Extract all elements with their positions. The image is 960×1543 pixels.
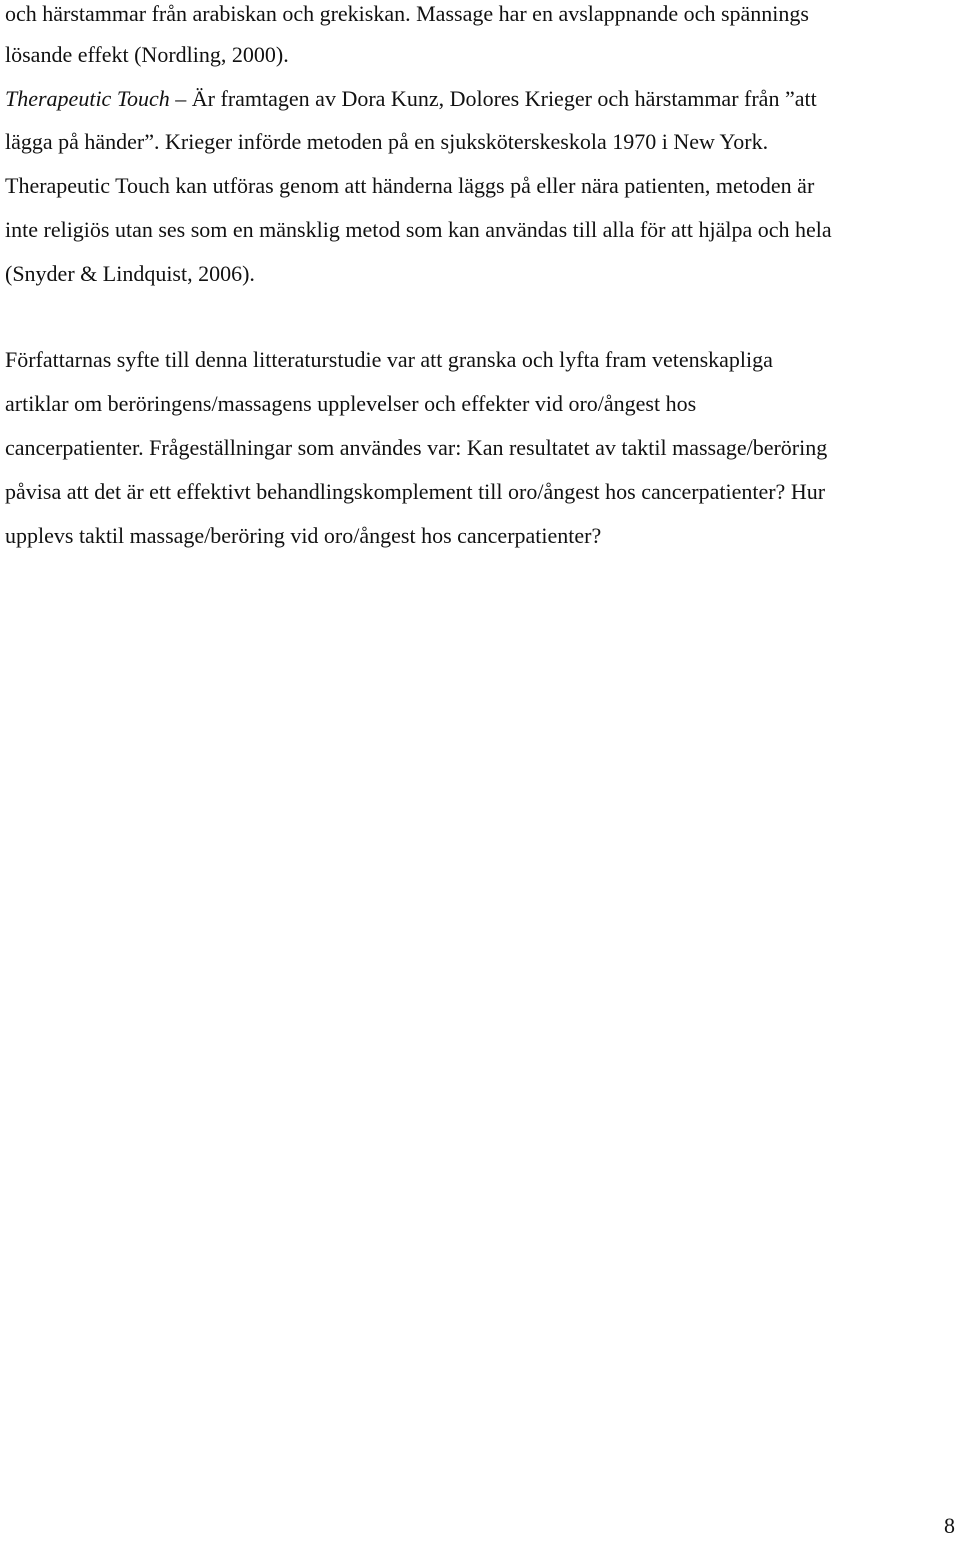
text-line: Therapeutic Touch kan utföras genom att händerna läggs på eller nära patienten, metoden är	[5, 173, 815, 198]
text-line: upplevs taktil massage/beröring vid oro/ångest hos cancerpatienter?	[5, 523, 602, 548]
text-line: (Snyder & Lindquist, 2006).	[5, 261, 255, 286]
text-line: artiklar om beröringens/massagens upplevelser och effekter vid oro/ångest hos	[5, 391, 697, 416]
text-run: – Är framtagen av Dora Kunz, Dolores Krieger och härstammar från ”att	[169, 86, 817, 111]
page-number: 8	[944, 1513, 955, 1538]
text-line: Författarnas syfte till denna litteraturstudie var att granska och lyfta fram vetenskapliga	[5, 347, 773, 372]
text-line: inte religiös utan ses som en mänsklig metod som kan användas till alla för att hjälpa och hela	[5, 217, 832, 242]
text-line: lösande effekt (Nordling, 2000).	[5, 42, 289, 67]
text-line	[5, 85, 817, 113]
text-line: lägga på händer”. Krieger införde metoden på en sjuksköterskeskola 1970 i New York.	[5, 129, 769, 154]
italic-term: Therapeutic Touch	[5, 86, 170, 111]
text-line: och härstammar från arabiskan och grekiskan. Massage har en avslappnande och spännings	[5, 1, 809, 26]
text-line: cancerpatienter. Frågeställningar som användes var: Kan resultatet av taktil massage/beröring	[5, 435, 828, 460]
text-line: påvisa att det är ett effektivt behandlingskomplement till oro/ångest hos cancerpatienter? Hur	[5, 479, 826, 504]
